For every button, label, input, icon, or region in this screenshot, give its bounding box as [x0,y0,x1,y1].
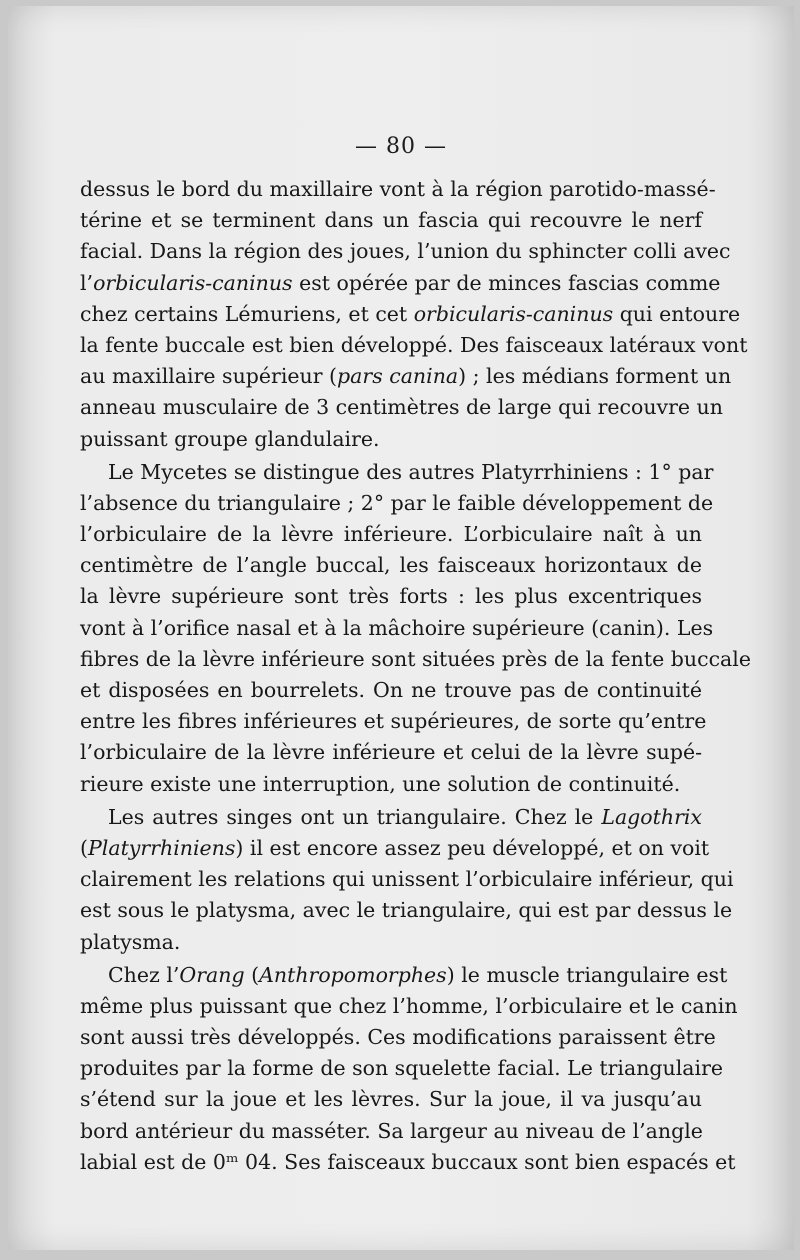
text-line [80,392,723,423]
text-line [80,927,702,958]
paragraph [80,457,751,800]
text-run: bord antérieur du masséter. Sa largeur au niveau de l’angle [80,1118,703,1143]
text-run: s’étend sur la joue et les lèvres. Sur la joue, il va jusqu’au [80,1087,702,1112]
text-line [80,1116,702,1147]
text-run: platysma. [80,929,181,954]
text-run: fibres de la lèvre inférieure sont situées près de la fente buccale [80,646,751,671]
text-line [80,1084,702,1115]
italic-term: orbicularis-caninus [413,301,614,326]
book-page [8,6,794,1250]
text-run: anneau musculaire de 3 centimètres de large qui recouvre un [80,395,723,420]
text-run: térine et se terminent dans un fascia qui recouvre le nerf [80,208,702,233]
paragraph [80,174,748,455]
text-run: Le Mycetes se distingue des autres Platyrrhiniens : 1° par [108,459,714,484]
text-line [80,769,702,800]
text-line [80,205,702,236]
body-text [80,174,751,1178]
text-run: rieure existe une interruption, une solution de continuité. [80,771,681,796]
text-line [80,488,714,519]
text-line [80,991,738,1022]
text-run: l’ [80,270,94,295]
italic-term: Lagothrix [601,804,702,829]
text-line [80,1022,716,1053]
text-run: l’orbiculaire de la lèvre inférieure et celui de la lèvre supé- [80,740,702,765]
text-line [80,644,751,675]
text-line [80,550,702,581]
text-line [80,1147,736,1178]
text-run: est opérée par de minces fascias comme [292,270,721,295]
text-run: chez certains Lémuriens, et cet [80,301,414,326]
text-run: est sous le platysma, avec le triangulaire, qui est par dessus le [80,898,733,923]
text-run: ) le muscle triangulaire est [446,962,728,987]
text-line [80,299,741,330]
text-line [80,960,728,991]
text-run: Les autres singes ont un triangulaire. Chez le [108,804,602,829]
text-line [80,457,714,488]
text-line [80,833,710,864]
text-line [80,361,732,392]
italic-term: pars canina [337,364,459,389]
text-line [80,895,733,926]
text-run: puissant groupe glandulaire. [80,426,380,451]
paragraph [80,960,738,1178]
text-run: la fente buccale est bien développé. Des faisceaux latéraux vont [80,332,748,357]
italic-term: Anthropomorphes [259,962,447,987]
text-run: produites par la forme de son squelette facial. Le triangulaire [80,1056,723,1081]
text-line [80,675,702,706]
text-run: l’absence du triangulaire ; 2° par le faible développement de [80,490,714,515]
italic-term: Platyrrhiniens [88,835,236,860]
text-run: labial est de 0ᵐ 04. Ses faisceaux buccaux sont bien espacés et [80,1149,736,1174]
text-run: dessus le bord du maxillaire vont à la région parotido-massé- [80,177,716,201]
text-line [80,737,702,768]
text-line [80,706,707,737]
text-line [80,613,714,644]
text-run: qui entoure [613,301,741,326]
text-line [80,236,731,267]
text-line [80,424,702,455]
text-run: sont aussi très développés. Ces modifications paraissent être [80,1025,716,1050]
text-run: ( [244,962,260,987]
text-run: ) ; les médians forment un [458,364,732,389]
text-run: l’orbiculaire de la lèvre inférieure. L’orbiculaire naît à un [80,522,702,547]
text-line [80,1053,723,1084]
text-run: clairement les relations qui unissent l’orbiculaire inférieur, qui [80,867,734,892]
text-run: centimètre de l’angle buccal, les faisceaux horizontaux de [80,553,702,578]
text-line [80,268,721,299]
text-run: au maxillaire supérieur ( [80,364,338,389]
text-run: même plus puissant que chez l’homme, l’orbiculaire et le canin [80,993,738,1018]
text-line [80,330,748,361]
text-line [80,864,734,895]
text-run: et disposées en bourrelets. On ne trouve pas de continuité [80,678,702,702]
paragraph [80,802,734,958]
text-run: entre les fibres inférieures et supérieures, de sorte qu’entre [80,709,707,734]
text-line [80,581,702,612]
text-run: ( [80,835,88,860]
text-run: Chez l’ [108,962,180,987]
text-run: vont à l’orifice nasal et à la mâchoire supérieure (canin). Les [80,615,714,640]
text-run: la lèvre supérieure sont très forts : les plus excentriques [80,584,702,609]
italic-term: Orang [179,962,245,987]
text-line [80,802,702,833]
text-line [80,519,702,550]
page-number: — 80 — [355,134,447,159]
italic-term: orbicularis-caninus [93,270,293,295]
text-run: ) il est encore assez peu développé, et on voit [235,835,710,860]
text-line [80,174,716,205]
text-run: facial. Dans la région des joues, l’union du sphincter colli avec [80,239,731,264]
